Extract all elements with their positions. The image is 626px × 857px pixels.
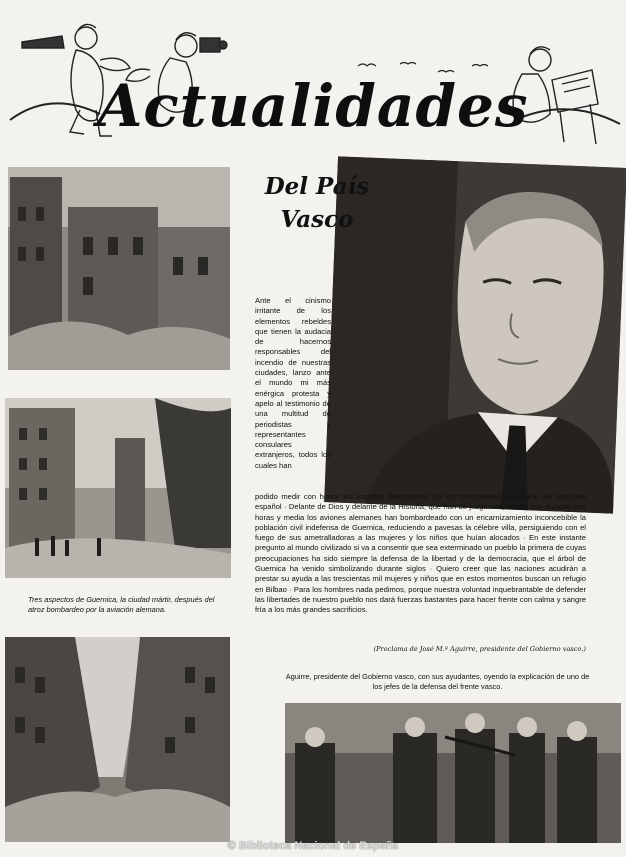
article-body-narrow bbox=[255, 296, 331, 471]
caption-guernica: Tres aspectos de Guernica, la ciudad mártir, después del atroz bombardeo por la aviación alemana. bbox=[28, 595, 215, 614]
article-body-wide bbox=[255, 492, 586, 616]
footer-watermark: © Biblioteca Nacional de España bbox=[227, 840, 399, 852]
article-credit: (Proclama de José M.ª Aguirre, presidente del Gobierno vasco.) bbox=[373, 645, 586, 653]
photo-guernica-street bbox=[5, 637, 230, 842]
masthead bbox=[0, 0, 626, 160]
article-paragraph-wide: podido medir con horror los instintos destructores de los mercenarios al servicio del fascismo español · Delante de Dios y delante de la Historia, que han de juzgarnos, afirmo que durante tres horas y media los aviones alemanes han bombardeado con un encarnizamiento inconcebible la población civil indefensa de Guernica, reduciendo a pavesas la célebre villa, persiguiendo con el fuego de sus ametralladoras a las mujeres y los niños que huían alocados · En este instante pregunto al mundo civilizado si va a consentir que sea exterminado un pueblo la primera de cuyas preocupaciones ha sido siempre la defensa de la libertad y de la democracia, que el árbol de Guernica ha venido simbolizando durante siglos · Quiero creer que las naciones acudirán a prestar su ayuda a las trescientas mil mujeres y niños que en estos momentos buscan un refugio en Bilbao · Para los hombres nada pedimos, porque nuestra voluntad inquebrantable de defender las libertades de nuestro pueblo nos dará fuerzas bastantes para hacer frente con calma y sangre fría a los más grandes sacrificios. bbox=[255, 492, 586, 615]
photo-guernica-ruins-2 bbox=[5, 398, 231, 578]
masthead-title: Actualidades bbox=[97, 72, 529, 140]
article-title-line-2: Vasco bbox=[280, 206, 354, 233]
article-title bbox=[247, 170, 387, 236]
birds-icon bbox=[358, 63, 488, 73]
article-title-line-1: Del País bbox=[264, 173, 370, 200]
photo-aguirre-group bbox=[285, 703, 621, 843]
article-paragraph-narrow: Ante el cinismo irritante de los elementos rebeldes que tienen la audacia de hacernos responsables del incendio de nuestras ciudades, lanzo ante el mundo mi más enérgica protesta y apelo al testimonio de una multitud de periodistas y representantes consulares extranjeros, todos los cuales han bbox=[255, 296, 331, 470]
caption-aguirre: Aguirre, presidente del Gobierno vasco, con sus ayudantes, oyendo la explicación de uno de los jefes de la defensa del frente vasco. bbox=[285, 672, 590, 691]
photo-guernica-ruins-1 bbox=[8, 167, 230, 370]
